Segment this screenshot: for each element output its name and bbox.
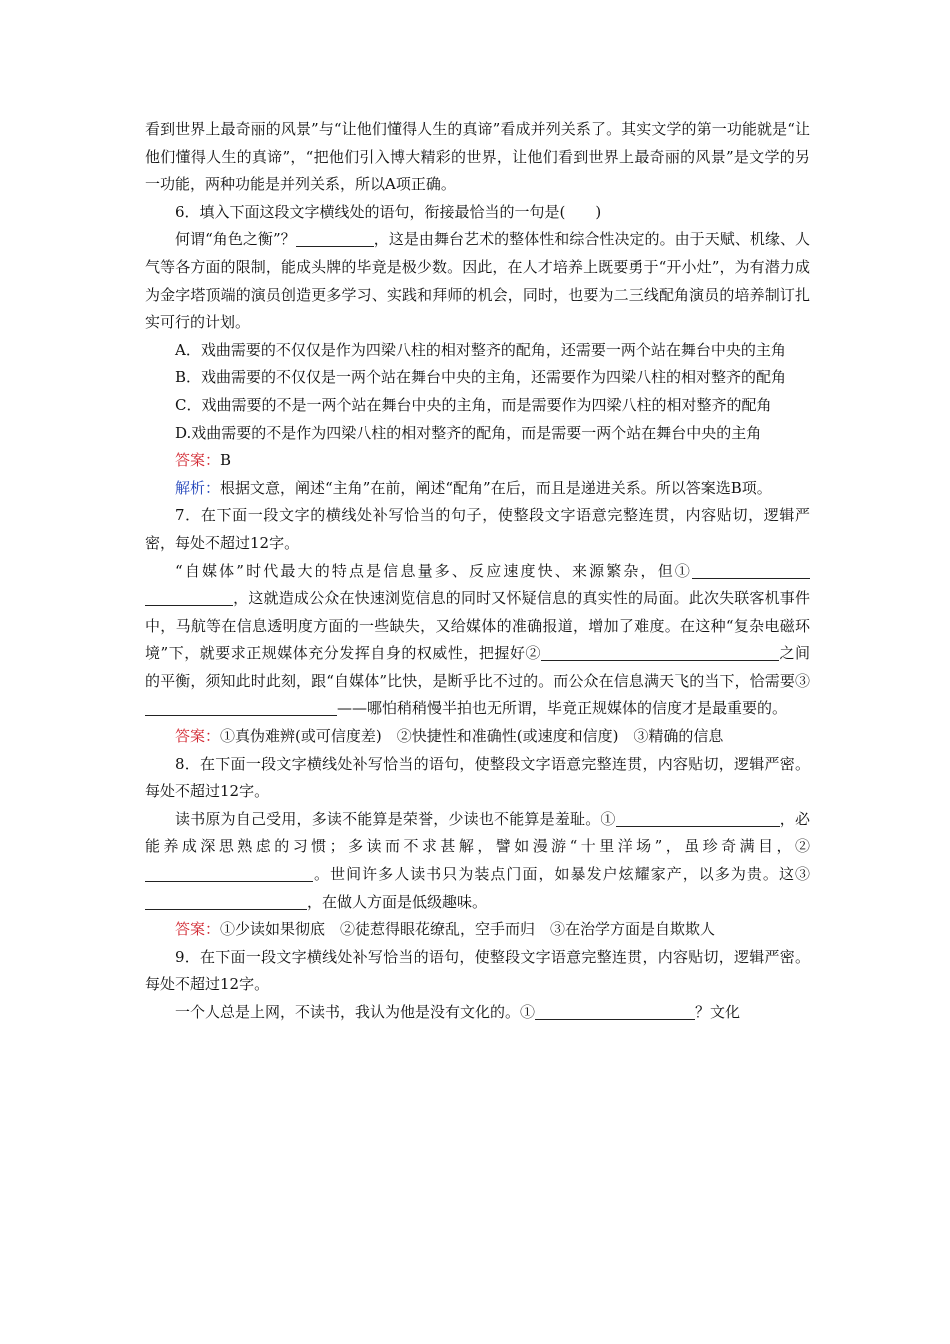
q6-stem: 6．填入下面这段文字横线处的语句，衔接最恰当的一句是( ) bbox=[175, 202, 602, 221]
q7-passage bbox=[145, 558, 810, 724]
q7-answer bbox=[145, 723, 810, 751]
q6-option-b: B．戏曲需要的不仅仅是一两个站在舞台中央的主角，还需要作为四梁八柱的相对整齐的配角 bbox=[175, 368, 787, 387]
q8-passage-part2: ，必能养成深思熟虑的习惯；多读而不求甚解，譬如漫游“十里洋场”，虽珍奇满目， bbox=[145, 809, 810, 856]
document-page bbox=[145, 116, 810, 1027]
q9-stem: 9．在下面一段文字横线处补写恰当的语句，使整段文字语意完整连贯，内容贴切，逻辑严密。每处不超过12字。 bbox=[145, 947, 810, 994]
q6-option-c: C．戏曲需要的不是一两个站在舞台中央的主角，而是需要作为四梁八柱的相对整齐的配角 bbox=[175, 395, 772, 414]
q7-passage-part3: 之间的平衡，须知此时此刻，跟“自媒体”比快，是断乎比不过的。而公众在信息满天飞的当下，恰需要③ bbox=[145, 644, 810, 690]
q5-explanation-tail: 看到世界上最奇丽的风景”与“让他们懂得人生的真谛”看成并列关系了。其实文学的第一功能就是“让他们懂得人生的真谛”，“把他们引入博大精彩的世界，让他们看到世界上最奇丽的风景”是文学的另一功能，两种功能是并列关系，所以A项正确。 bbox=[145, 120, 810, 194]
q9-passage bbox=[145, 999, 810, 1027]
q7-blank-2b bbox=[613, 643, 779, 661]
q8-answer bbox=[145, 916, 810, 944]
q8-stem: 8．在下面一段文字横线处补写恰当的语句，使整段文字语意完整连贯，内容贴切，逻辑严密。每处不超过12字。 bbox=[145, 754, 810, 801]
q6-option-d: D.戏曲需要的不是作为四梁八柱的相对整齐的配角，而是需要一两个站在舞台中央的主角 bbox=[175, 423, 762, 442]
q7-blank-2a bbox=[541, 643, 613, 661]
q7-blank-1b bbox=[145, 588, 233, 606]
q7-passage-part2: ，这就造成公众在快速浏览信息的同时又怀疑信息的真实性的局面。此次失联客机事件中，马航等在信息透明度方面的一些缺失，又给媒体的准确报道，增加了难度。在这种“复杂电磁环境”下，就要求正规媒体充分发挥自身的权威性，把握好② bbox=[145, 589, 810, 663]
q8-blank-1a bbox=[616, 809, 756, 827]
q8-passage-part1: 读书原为自己受用，多读不能算是荣誉，少读也不能算是羞耻。① bbox=[175, 809, 616, 828]
q6-explanation bbox=[145, 475, 810, 503]
q6-passage-rest: ，这是由舞台艺术的整体性和综合性决定的。由于天赋、机缘、人气等各方面的限制，能成头牌的毕竟是极少数。因此，在人才培养上既要勇于“开小灶”，为有潜力成为金字塔顶端的演员创造更多学习、实践和拜师的机会，同时，也要为二三线配角演员的培养制订扎实可行的计划。 bbox=[145, 230, 810, 332]
answer-label: 答案： bbox=[175, 727, 221, 746]
answer-label: 答案： bbox=[175, 920, 221, 939]
q8-answer-value: ①少读如果彻底 ②徒惹得眼花缭乱，空手而归 ③在治学方面是自欺欺人 bbox=[220, 920, 716, 939]
q6-answer bbox=[145, 447, 810, 475]
q6-blank bbox=[296, 229, 374, 247]
q9-passage-part1: 一个人总是上网，不读书，我认为他是没有文化的。① bbox=[175, 1003, 536, 1021]
q8-passage-part4: ，在做人方面是低级趣味。 bbox=[307, 892, 488, 911]
q8-blank-1b bbox=[756, 809, 780, 827]
q7-stem: 7．在下面一段文字的横线处补写恰当的句子，使整段文字语意完整连贯，内容贴切，逻辑严密，每处不超过12字。 bbox=[145, 506, 810, 552]
q6-option-a: A．戏曲需要的不仅仅是作为四梁八柱的相对整齐的配角，还需要一两个站在舞台中央的主角 bbox=[175, 340, 786, 359]
q6-answer-value: B bbox=[220, 451, 232, 470]
q8-blank-3 bbox=[145, 892, 307, 910]
q7-blank-3 bbox=[145, 698, 337, 716]
q7-passage-part1: “自媒体”时代最大的特点是信息量多、反应速度快、来源繁杂，但① bbox=[175, 561, 692, 580]
q7-passage-part4: ——哪怕稍稍慢半拍也无所谓，毕竟正规媒体的信度才是最重要的。 bbox=[337, 699, 788, 718]
q8-passage bbox=[145, 806, 810, 916]
q8-passage-part3: 。世间许多人读书只为装点门面，如暴发户炫耀家产，以多为贵。这③ bbox=[313, 865, 810, 884]
q8-blank-2 bbox=[145, 864, 313, 882]
q9-blank-1 bbox=[535, 1002, 695, 1020]
q9-passage-part2: ？文化 bbox=[695, 1003, 741, 1021]
answer-label: 答案： bbox=[175, 451, 221, 470]
explanation-label: 解析： bbox=[175, 478, 221, 497]
q6-passage-start: 何谓“角色之衡”？ bbox=[175, 230, 296, 249]
q6-explanation-text: 根据文意，阐述“主角”在前，阐述“配角”在后，而且是递进关系。所以答案选B项。 bbox=[220, 478, 772, 497]
q7-blank-1a bbox=[692, 561, 810, 579]
q6-passage bbox=[145, 226, 810, 336]
q7-answer-value: ①真伪难辨(或可信度差) ②快捷性和准确性(或速度和信度) ③精确的信息 bbox=[220, 727, 724, 746]
q8-passage-mark2: ② bbox=[794, 837, 810, 856]
